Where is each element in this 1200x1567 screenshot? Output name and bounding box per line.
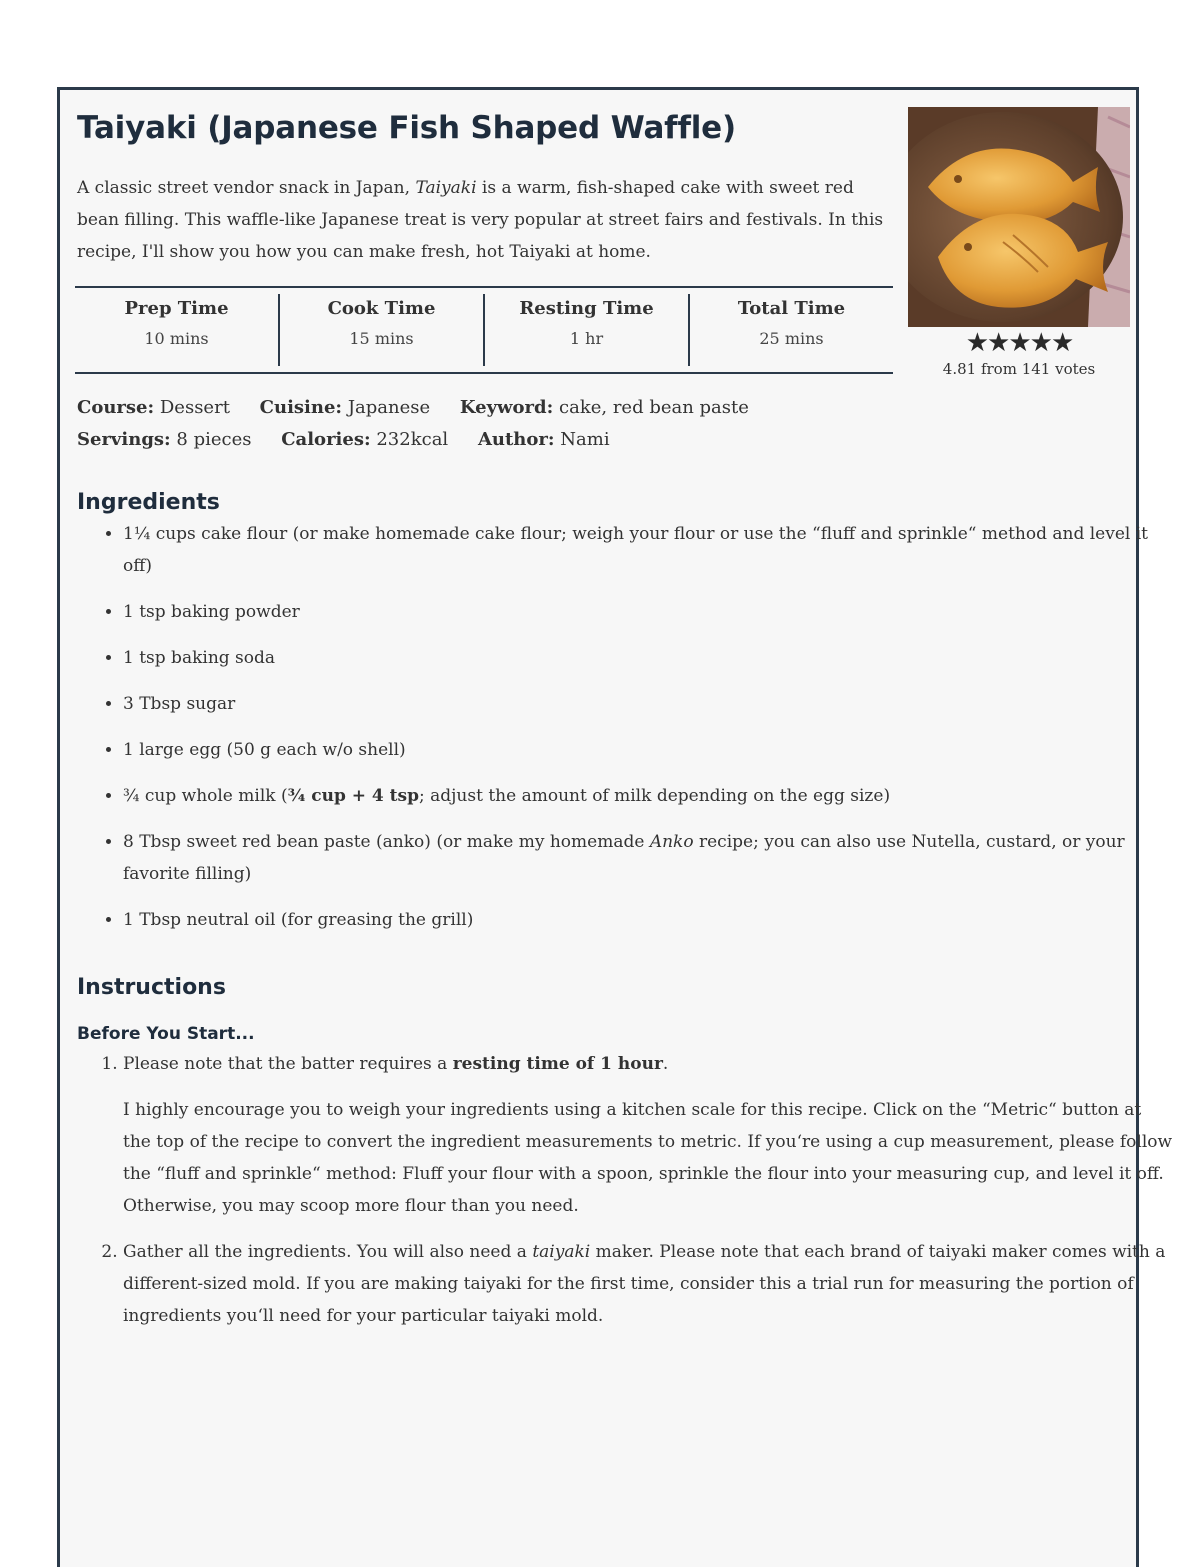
prep-time: Prep Time 10 mins xyxy=(124,298,229,348)
ingredient-item: • 3 Tbsp sugar xyxy=(123,688,1173,720)
ingredient-item: • 1 tsp baking soda xyxy=(123,642,1173,674)
anko-recipe-link[interactable]: Anko xyxy=(649,832,694,852)
recipe-photo xyxy=(908,107,1130,327)
resting-time: Resting Time 1 hr xyxy=(483,294,688,366)
ingredient-item: • ¾ cup whole milk (¾ cup + 4 tsp; adjust the amount of milk depending on the egg size) xyxy=(123,780,1173,812)
instructions-heading: Instructions xyxy=(77,975,226,1000)
meta-calories: Calories: 232kcal xyxy=(281,429,449,450)
meta-course: Course: Dessert xyxy=(77,397,230,418)
ingredients-list xyxy=(77,518,1173,950)
instruction-step: 1. Please note that the batter requires a resting time of 1 hour. I highly encourage you to weigh your ingredients using a kitchen scale for this recipe. Click on the “Metric“ button at the top of the recipe to convert the ingredient measurements to metric. If you‘re using a cup measurement, please follow the “fluff and sprinkle“ method: Fluff your flour with a spoon, sprinkle the flour into your measuring cup, and level it off. Otherwise, you may scoop more flour than you need. xyxy=(123,1048,1173,1222)
total-time: Total Time 25 mins xyxy=(688,294,893,366)
meta-cuisine: Cuisine: Japanese xyxy=(259,397,431,418)
recipe-meta xyxy=(77,392,773,456)
instructions-list xyxy=(77,1048,1173,1346)
ingredient-item: • 1 tsp baking powder xyxy=(123,596,1173,628)
taiyaki-image xyxy=(908,107,1130,327)
ingredient-item: • 1 large egg (50 g each w/o shell) xyxy=(123,734,1173,766)
recipe-card xyxy=(57,87,1173,1567)
ingredient-item: • 1 Tbsp neutral oil (for greasing the grill) xyxy=(123,904,1173,936)
instructions-subheading: Before You Start... xyxy=(77,1024,255,1044)
ingredient-item: • 1¼ cups cake flour (or make homemade cake flour; weigh your flour or use the “fluff and sprinkle“ method and level it off) xyxy=(123,518,1173,582)
ingredients-heading: Ingredients xyxy=(77,490,220,515)
rating-votes: 4.81 from 141 votes xyxy=(942,360,1096,378)
recipe-title: Taiyaki (Japanese Fish Shaped Waffle) xyxy=(77,110,736,146)
instruction-step: 2. Gather all the ingredients. You will also need a taiyaki maker. Please note that each brand of taiyaki maker comes with a different-sized mold. If you are making taiyaki for the first time, consider this a trial run for measuring the portion of ingredients you‘ll need for your particular taiyaki mold. xyxy=(123,1236,1173,1332)
meta-author: Author: Nami xyxy=(477,429,610,450)
cook-time: Cook Time 15 mins xyxy=(278,294,483,366)
ingredient-item: • 8 Tbsp sweet red bean paste (anko) (or make my homemade Anko recipe; you can also use Nutella, custard, or your favorite filling) xyxy=(123,826,1173,890)
meta-keyword: Keyword: cake, red bean paste xyxy=(459,397,749,418)
meta-servings[interactable]: Servings: 8 pieces xyxy=(77,429,252,450)
time-summary xyxy=(75,286,893,374)
recipe-summary: A classic street vendor snack in Japan, Taiyaki is a warm, fish-shaped cake with sweet red bean filling. This waffle-like Japanese treat is very popular at street fairs and festivals. In this recipe, I'll show you how you can make fresh, hot Taiyaki at home. xyxy=(77,178,884,262)
rating-stars[interactable]: ★★★★★ xyxy=(965,328,1073,358)
